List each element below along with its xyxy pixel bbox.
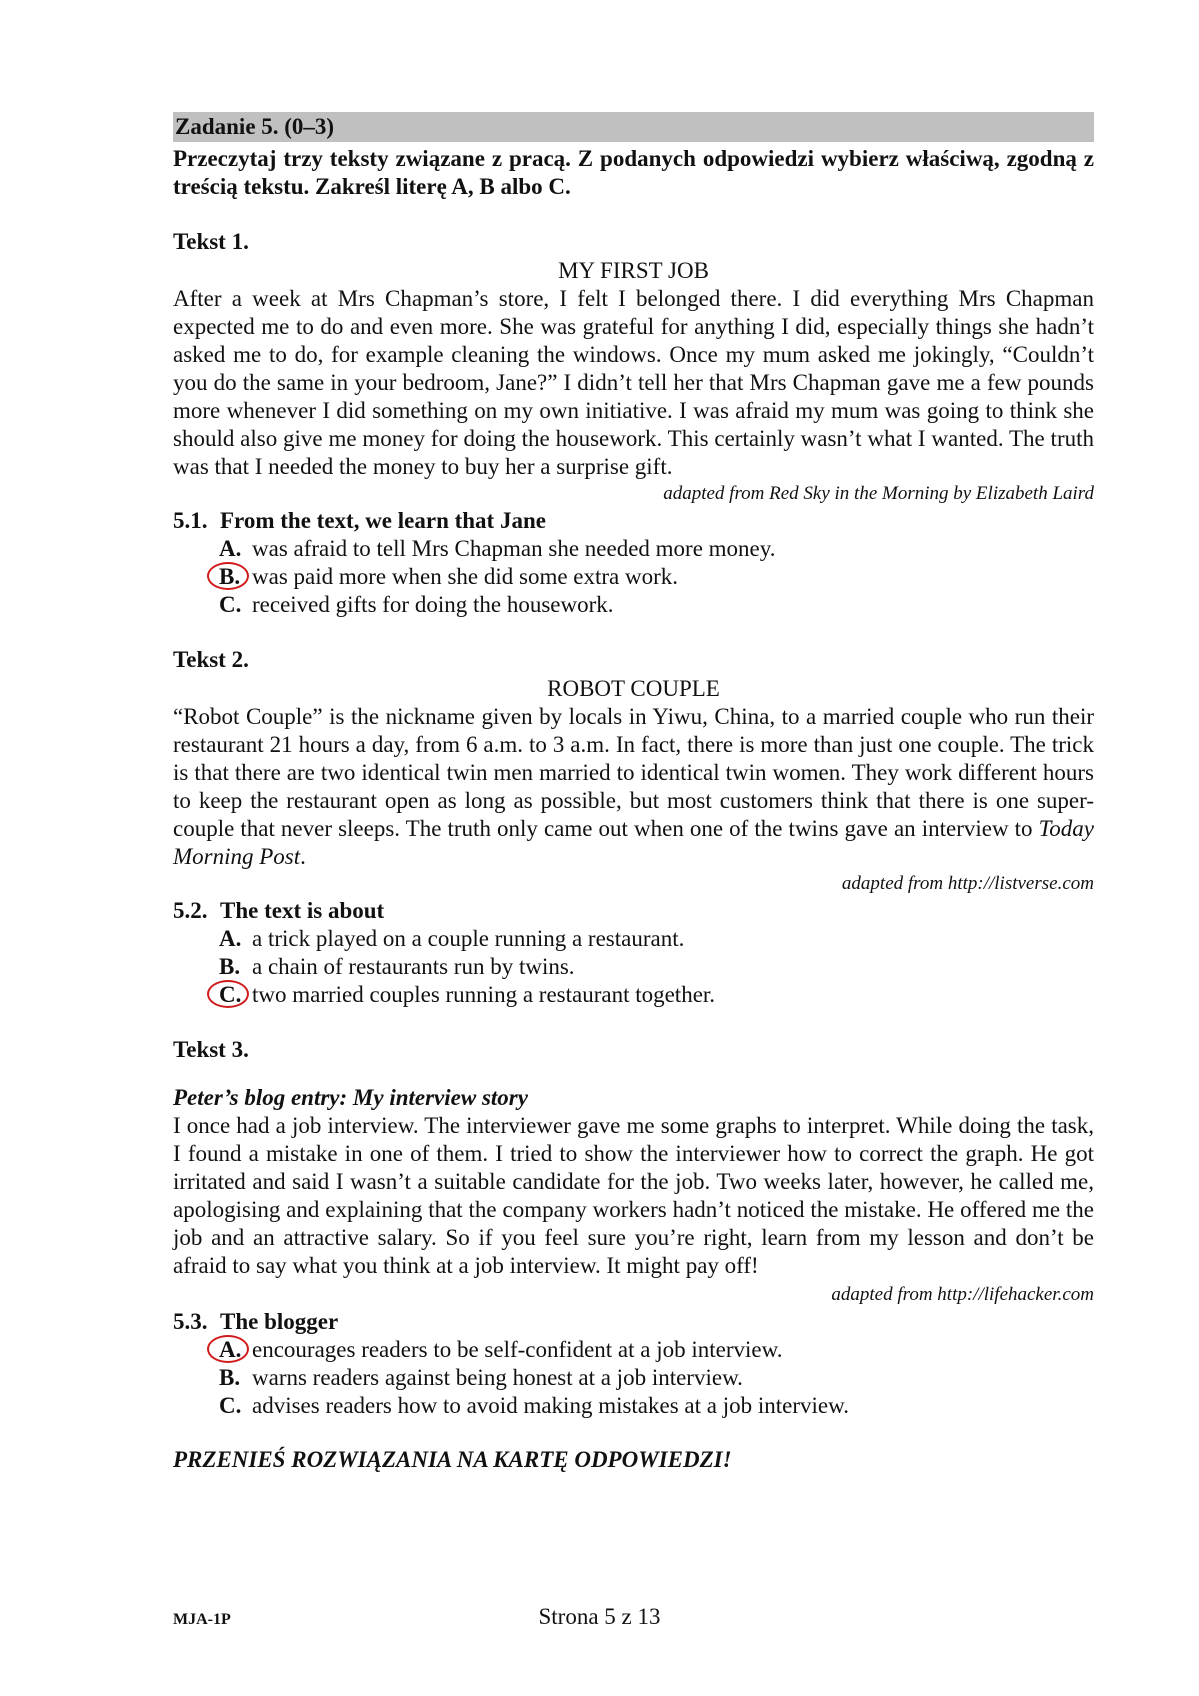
text2-title: ROBOT COUPLE — [547, 676, 720, 701]
option-text: a trick played on a couple running a restaurant. — [252, 926, 685, 951]
option-5-3-c[interactable] — [173, 1392, 1094, 1420]
option-text: advises readers how to avoid making mistakes at a job interview. — [252, 1393, 849, 1418]
question-5-2 — [173, 897, 1094, 925]
option-text: warns readers against being honest at a job interview. — [252, 1365, 743, 1390]
text3-blog-title: Peter’s blog entry: My interview story — [173, 1085, 528, 1110]
text2-body — [173, 703, 1094, 871]
option-letter: C. — [219, 1393, 242, 1418]
option-letter: B. — [219, 954, 241, 979]
option-text: was paid more when she did some extra work. — [252, 564, 679, 589]
text2-label: Tekst 2. — [173, 647, 249, 672]
answer-circle-mark — [207, 1335, 249, 1363]
question-stem: The blogger — [220, 1309, 339, 1334]
option-text: received gifts for doing the housework. — [252, 592, 614, 617]
text3-label: Tekst 3. — [173, 1037, 249, 1062]
question-stem: From the text, we learn that Jane — [220, 508, 546, 533]
option-letter: A. — [219, 926, 242, 951]
text1-source: adapted from Red Sky in the Morning by Elizabeth Laird — [663, 483, 1094, 504]
text1-title: MY FIRST JOB — [558, 258, 709, 283]
option-letter: B. — [219, 564, 241, 589]
option-letter: A. — [219, 1337, 242, 1362]
task-instruction: Przeczytaj trzy teksty związane z pracą. Z podanych odpowiedzi wybierz właściwą, zgodną z treścią tekstu. Zakreśl literę A, B albo C. — [173, 146, 1094, 199]
option-5-3-b[interactable] — [173, 1364, 1094, 1392]
question-number: 5.2. — [173, 898, 208, 923]
option-text: was afraid to tell Mrs Chapman she needed more money. — [252, 536, 776, 561]
page-number: Strona 5 z 13 — [538, 1604, 661, 1629]
text2-body-main: “Robot Couple” is the nickname given by locals in Yiwu, China, to a married couple who run their restaurant 21 hours a day, from 6 a.m. to 3 a.m. In fact, there is more than just one couple. The trick is that there are two identical twin men married to identical twin women. They work different hours to keep the restaurant open as long as possible, but most customers think that there is one super-couple that never sleeps. The truth only came out when one of the twins gave an interview to — [173, 704, 1094, 841]
text3-body: I once had a job interview. The interviewer gave me some graphs to interpret. While doing the task, I found a mistake in one of them. I tried to show the interviewer how to correct the graph. He got irritated and said I wasn’t a suitable candidate for the job. Two weeks later, however, he called me, apologising and explaining that the company workers hadn’t noticed the mistake. He offered me the job and an attractive salary. So if you feel sure you’re right, learn from my lesson and don’t be afraid to say what you think at a job interview. It might pay off! — [173, 1113, 1094, 1278]
transfer-answers-note: PRZENIEŚ ROZWIĄZANIA NA KARTĘ ODPOWIEDZI! — [173, 1447, 732, 1472]
option-5-1-b[interactable] — [173, 563, 1094, 591]
text1-label: Tekst 1. — [173, 229, 249, 254]
task-header: Zadanie 5. (0–3) — [173, 112, 1094, 142]
answer-circle-mark — [207, 562, 249, 590]
option-5-1-c[interactable] — [173, 591, 1094, 619]
option-5-3-a[interactable] — [173, 1336, 1094, 1364]
text3-source: adapted from http://lifehacker.com — [831, 1284, 1094, 1305]
text2-body-end: . — [300, 844, 306, 869]
exam-code: MJA-1P — [173, 1611, 231, 1628]
option-letter: C. — [219, 982, 242, 1007]
question-number: 5.1. — [173, 508, 208, 533]
question-5-1 — [173, 507, 1094, 535]
question-stem: The text is about — [220, 898, 385, 923]
option-5-2-a[interactable] — [173, 925, 1094, 953]
option-letter: B. — [219, 1365, 241, 1390]
text2-source: adapted from http://listverse.com — [841, 873, 1094, 894]
text2-newspaper-title: Today Morning Post — [173, 816, 1094, 869]
text1-body: After a week at Mrs Chapman’s store, I felt I belonged there. I did everything Mrs Chapman expected me to do and even more. She was grateful for anything I did, especially things she hadn’t asked me to do, for example cleaning the windows. Once my mum asked me jokingly, “Couldn’t you do the same in your bedroom, Jane?” I didn’t tell her that Mrs Chapman gave me a few pounds more whenever I did something on my own initiative. I was afraid my mum was going to think she should also give me money for doing the housework. This certainly wasn’t what I wanted. The truth was that I needed the money to buy her a surprise gift. — [173, 286, 1094, 479]
option-5-2-c[interactable] — [173, 981, 1094, 1009]
option-letter: A. — [219, 536, 242, 561]
option-text: encourages readers to be self-confident at a job interview. — [252, 1337, 783, 1362]
option-text: two married couples running a restaurant together. — [252, 982, 716, 1007]
exam-page — [173, 112, 1094, 1474]
option-5-2-b[interactable] — [173, 953, 1094, 981]
question-5-3 — [173, 1308, 1094, 1336]
question-number: 5.3. — [173, 1309, 208, 1334]
answer-circle-mark — [207, 980, 249, 1008]
option-text: a chain of restaurants run by twins. — [252, 954, 575, 979]
option-letter: C. — [219, 592, 242, 617]
option-5-1-a[interactable] — [173, 535, 1094, 563]
